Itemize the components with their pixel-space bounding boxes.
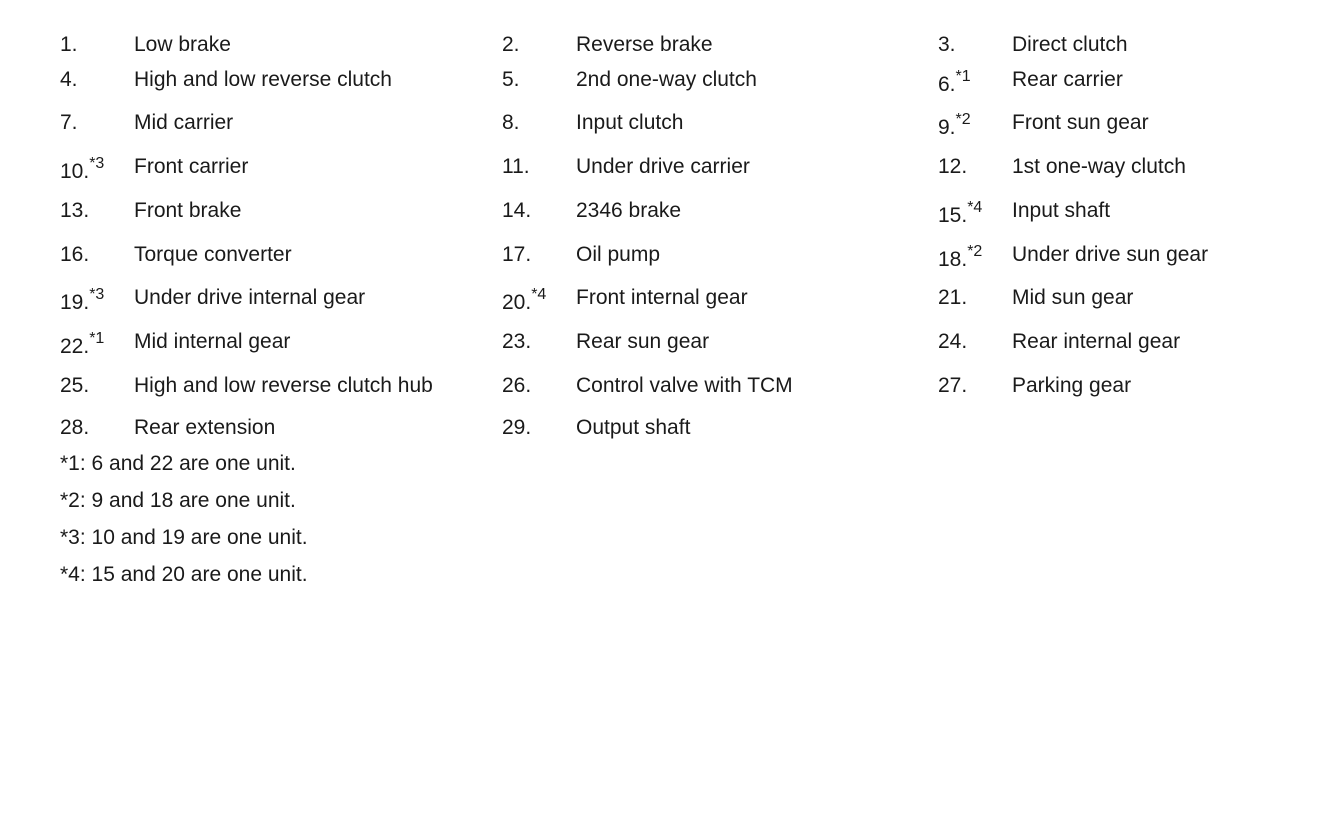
legend-number-text: 3. <box>938 33 956 56</box>
legend-entry <box>938 108 1258 152</box>
legend-entry <box>60 196 502 240</box>
legend-label: Reverse brake <box>576 33 713 56</box>
legend-label: 2nd one-way clutch <box>576 68 757 91</box>
legend-number <box>502 413 576 443</box>
legend-entry <box>60 152 502 196</box>
legend-label: High and low reverse clutch <box>134 68 392 91</box>
legend-number <box>60 108 134 138</box>
legend-number <box>60 30 134 60</box>
legend-label: 2346 brake <box>576 199 682 222</box>
legend-label: Oil pump <box>576 243 661 266</box>
legend-entry <box>502 240 938 283</box>
legend-footnote-marker: *1 <box>89 330 105 347</box>
legend-number-text: 18. <box>938 248 968 271</box>
legend-label: Rear sun gear <box>576 330 710 353</box>
legend-number-text: 10. <box>60 160 90 183</box>
legend-number-text: 12. <box>938 155 968 178</box>
legend-number <box>502 152 576 182</box>
legend-entry <box>502 327 938 371</box>
legend-label: Parking gear <box>1012 374 1132 397</box>
legend-label: Front brake <box>134 199 242 222</box>
legend-entry <box>60 108 502 152</box>
legend-entry <box>502 152 938 196</box>
legend-number <box>938 30 1012 60</box>
legend-number-text: 22. <box>60 335 90 358</box>
legend-number-text: 15. <box>938 204 968 227</box>
legend-label: Under drive carrier <box>576 155 750 178</box>
legend-number <box>502 30 576 60</box>
legend-label: Rear extension <box>134 416 276 439</box>
legend-label: Torque converter <box>134 243 292 266</box>
legend-number-text: 26. <box>502 374 532 397</box>
legend-footnote-marker: *4 <box>967 199 983 216</box>
legend-number-text: 29. <box>502 416 532 439</box>
legend-label: Input shaft <box>1012 199 1111 222</box>
legend-label: Rear carrier <box>1012 68 1123 91</box>
legend-number-text: 20. <box>502 291 532 314</box>
legend-number-text: 1. <box>60 33 78 56</box>
legend-footnote-marker: *3 <box>89 286 105 303</box>
legend-label: Under drive sun gear <box>1012 243 1209 266</box>
legend-number <box>502 196 576 226</box>
legend-entry <box>938 240 1258 283</box>
legend-number <box>60 196 134 226</box>
legend-number-text: 4. <box>60 68 78 91</box>
legend-footnote-marker: *3 <box>89 155 105 172</box>
legend-footnote-marker: *1 <box>955 68 971 85</box>
legend-number-text: 23. <box>502 330 532 353</box>
legend-entry <box>938 30 1258 65</box>
legend-number <box>938 327 1012 357</box>
legend-number <box>60 371 134 401</box>
legend-label: Mid sun gear <box>1012 286 1134 309</box>
legend-number <box>60 240 134 270</box>
legend-footnote-marker: *4 <box>531 286 547 303</box>
legend-label: Mid carrier <box>134 111 234 134</box>
legend-number <box>938 283 1012 313</box>
legend-entry <box>502 283 938 327</box>
legend-number <box>60 152 134 189</box>
legend-number <box>938 65 1012 102</box>
legend-label: Low brake <box>134 33 231 56</box>
legend-label: Direct clutch <box>1012 33 1128 56</box>
legend-label: 1st one-way clutch <box>1012 155 1186 178</box>
legend-label: Under drive internal gear <box>134 286 366 309</box>
legend-number <box>60 65 134 95</box>
legend-label: Front sun gear <box>1012 111 1149 134</box>
legend-number <box>502 371 576 401</box>
parts-legend <box>60 30 1258 450</box>
legend-number <box>502 240 576 270</box>
legend-entry <box>60 413 502 450</box>
legend-label: Rear internal gear <box>1012 330 1181 353</box>
legend-entry <box>502 371 938 413</box>
legend-number-text: 13. <box>60 199 90 222</box>
legend-entry <box>502 413 938 450</box>
legend-number <box>60 283 134 320</box>
legend-label: Output shaft <box>576 416 691 439</box>
legend-label: Input clutch <box>576 111 684 134</box>
legend-number-text: 9. <box>938 116 956 139</box>
legend-number-text: 25. <box>60 374 90 397</box>
legend-entry <box>60 30 502 65</box>
legend-entry <box>502 108 938 152</box>
legend-entry <box>938 152 1258 196</box>
legend-number <box>502 65 576 95</box>
legend-entry <box>502 196 938 240</box>
legend-number-text: 27. <box>938 374 968 397</box>
legend-number-text: 11. <box>502 155 530 178</box>
legend-number-text: 28. <box>60 416 90 439</box>
legend-number <box>502 327 576 357</box>
legend-entry <box>60 327 502 371</box>
footnote: *3: 10 and 19 are one unit. <box>60 526 308 549</box>
footnote: *1: 6 and 22 are one unit. <box>60 452 296 475</box>
legend-entry <box>502 30 938 65</box>
footnote: *2: 9 and 18 are one unit. <box>60 489 296 512</box>
legend-number-text: 2. <box>502 33 520 56</box>
legend-footnote-marker: *2 <box>967 243 983 260</box>
legend-entry <box>60 283 502 327</box>
legend-number-text: 5. <box>502 68 520 91</box>
legend-number-text: 17. <box>502 243 532 266</box>
legend-label: High and low reverse clutch hub <box>134 374 433 397</box>
legend-number <box>938 108 1012 145</box>
legend-number <box>60 327 134 364</box>
legend-entry <box>938 283 1258 327</box>
footnote: *4: 15 and 20 are one unit. <box>60 563 308 586</box>
legend-number <box>60 413 134 443</box>
legend-entry <box>502 65 938 108</box>
legend-entry <box>60 371 502 413</box>
legend-number-text: 24. <box>938 330 968 353</box>
legend-entry <box>938 371 1258 413</box>
legend-number-text: 6. <box>938 73 956 96</box>
legend-entry <box>60 65 502 108</box>
legend-entry <box>938 65 1258 108</box>
legend-number-text: 21. <box>938 286 968 309</box>
legend-number-text: 16. <box>60 243 90 266</box>
legend-entry <box>60 240 502 283</box>
legend-number <box>938 196 1012 233</box>
legend-number-text: 7. <box>60 111 78 134</box>
legend-number <box>502 108 576 138</box>
legend-footnote-marker: *2 <box>955 111 971 128</box>
legend-entry <box>938 196 1258 240</box>
legend-number <box>938 371 1012 401</box>
legend-entry <box>938 327 1258 371</box>
legend-label: Front carrier <box>134 155 249 178</box>
legend-number <box>938 240 1012 277</box>
footnotes <box>60 449 308 597</box>
legend-number-text: 19. <box>60 291 90 314</box>
legend-number <box>502 283 576 320</box>
legend-label: Control valve with TCM <box>576 374 793 397</box>
legend-number-text: 8. <box>502 111 520 134</box>
legend-number <box>938 152 1012 182</box>
legend-number-text: 14. <box>502 199 532 222</box>
legend-label: Mid internal gear <box>134 330 291 353</box>
legend-label: Front internal gear <box>576 286 748 309</box>
